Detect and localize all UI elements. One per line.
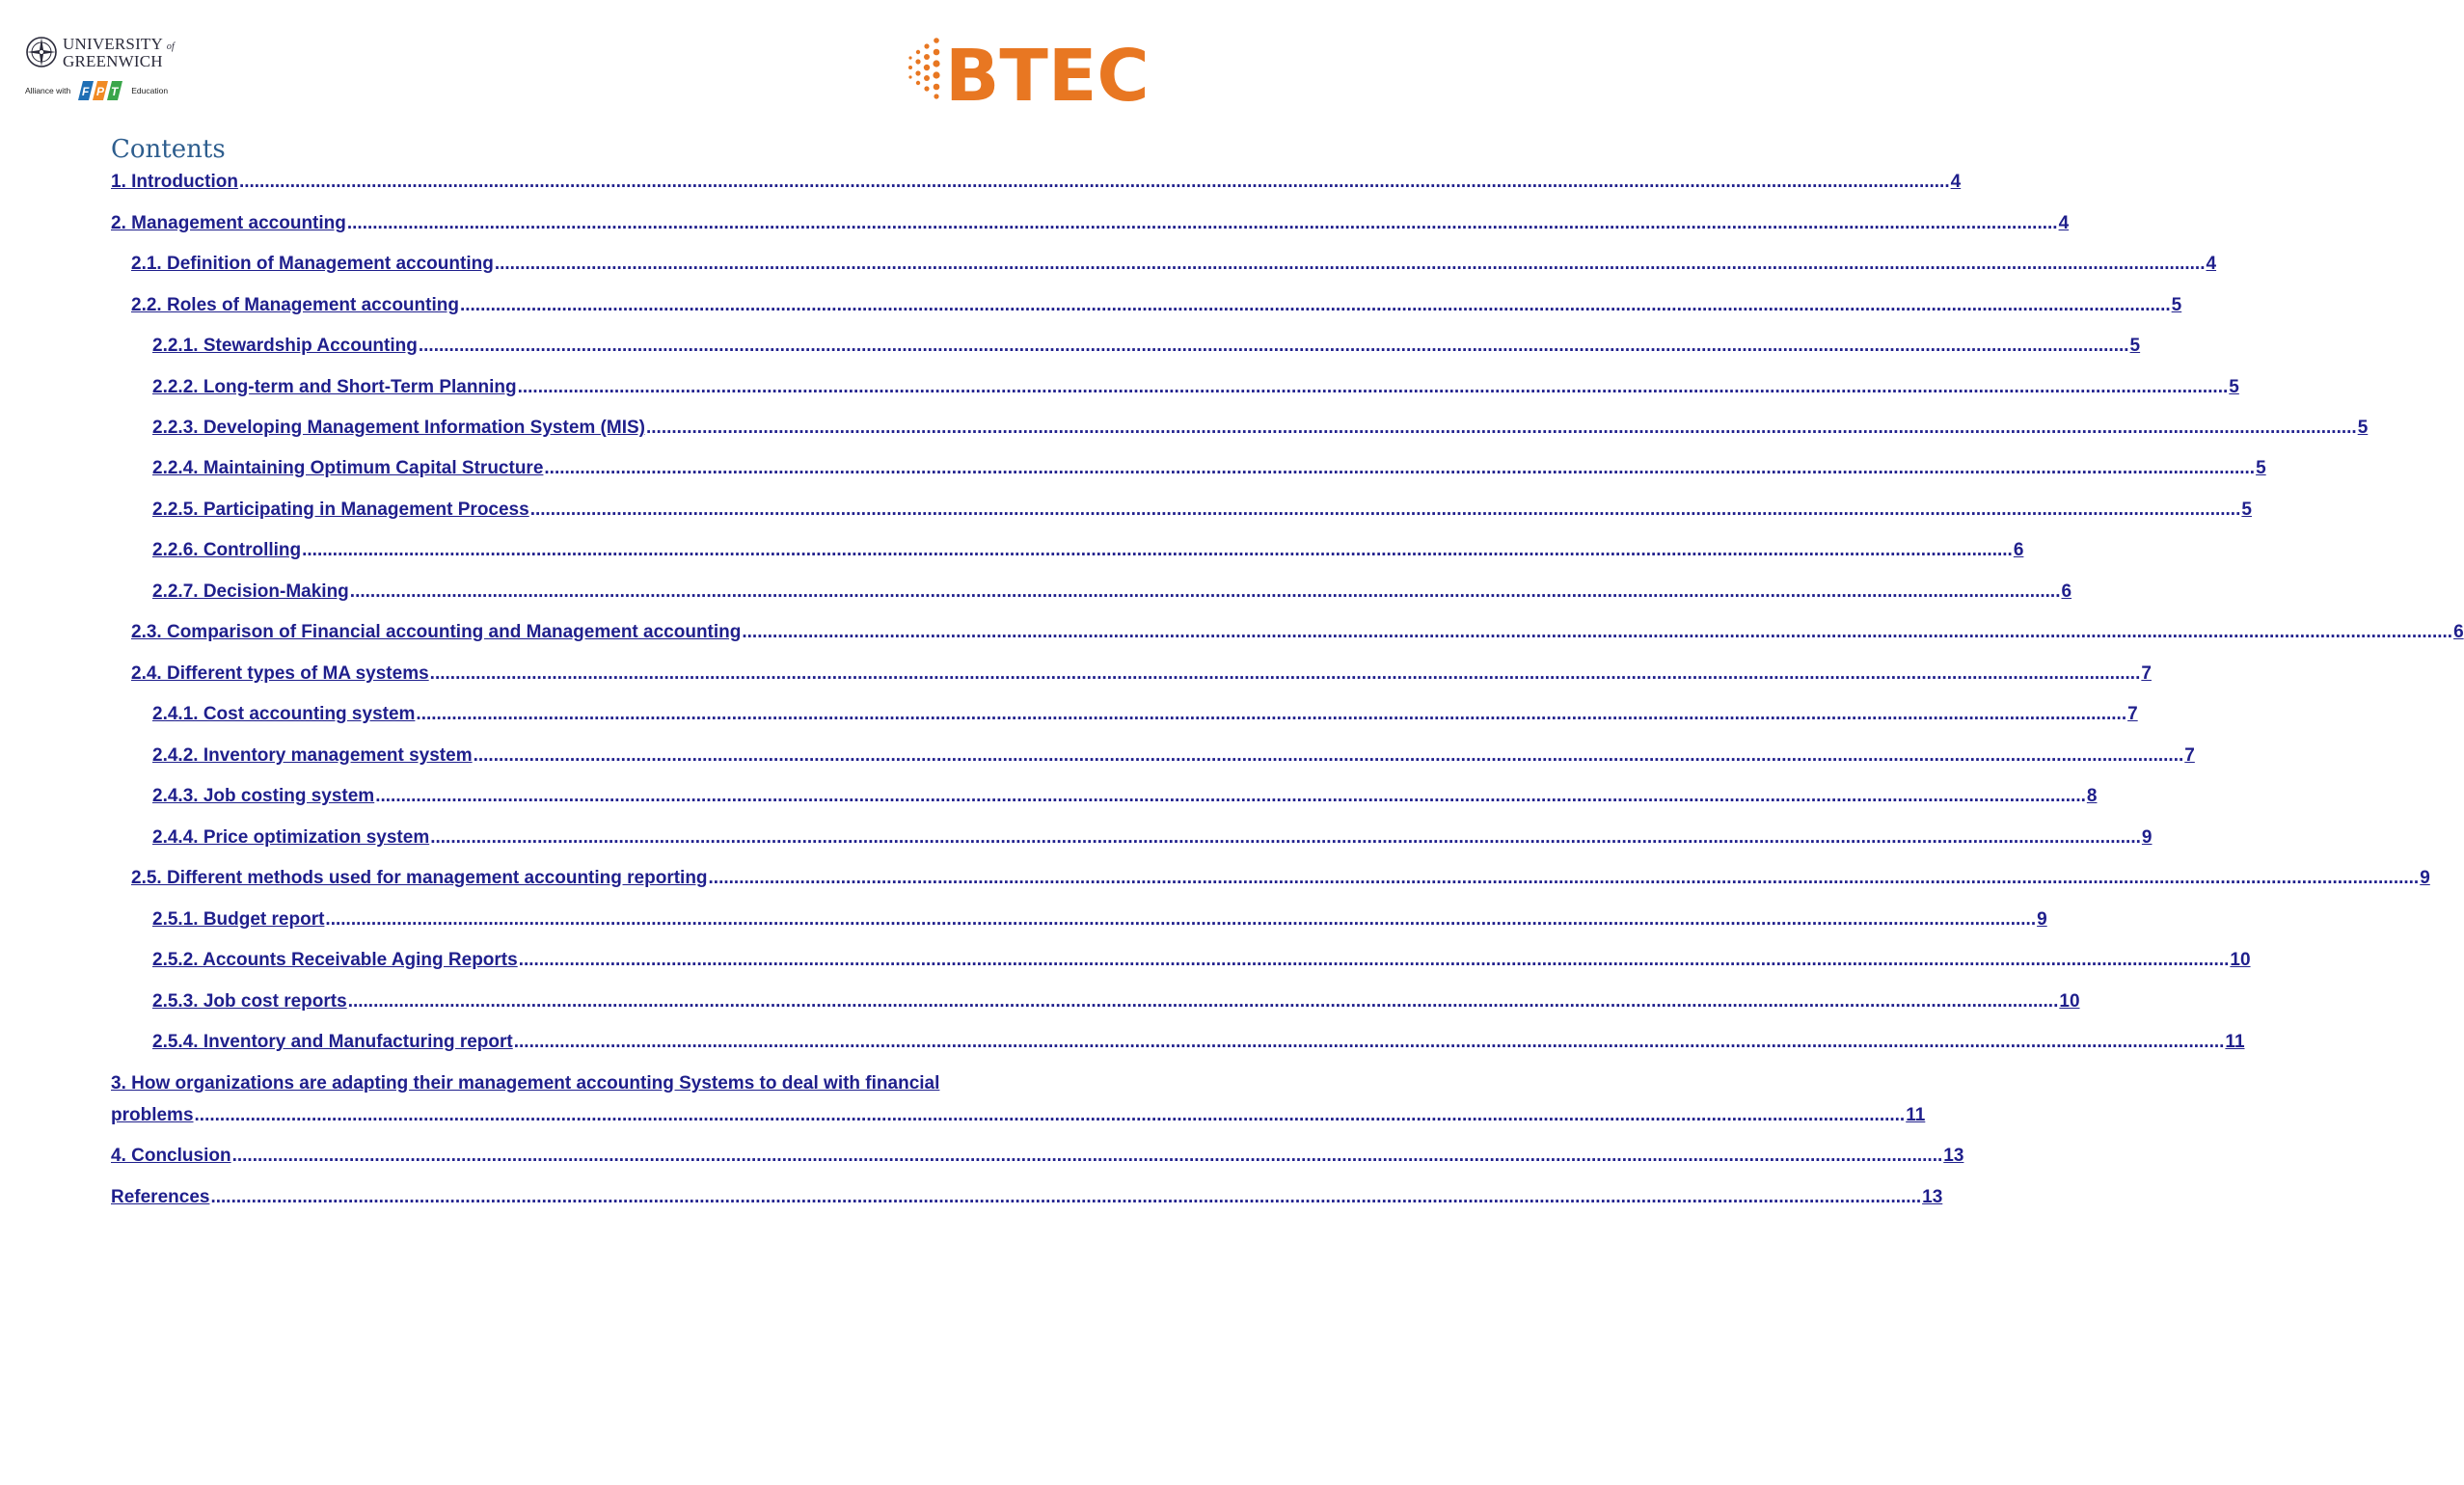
toc-entry-title[interactable]: 2. Management accounting	[111, 213, 346, 233]
toc-entry-page[interactable]: 10	[2230, 950, 2251, 970]
toc-entry-2-2-1[interactable]	[111, 336, 2141, 364]
toc-entry-page[interactable]: 5	[2357, 418, 2369, 438]
toc-entry-page[interactable]: 7	[2141, 663, 2152, 684]
toc-entry-page[interactable]: 13	[1943, 1146, 1964, 1166]
university-wordmark	[63, 34, 176, 70]
alliance-text: Alliance with	[25, 86, 71, 95]
toc-entry-2-4-1[interactable]	[111, 704, 2138, 733]
toc-entry-page[interactable]: 9	[2420, 868, 2430, 888]
toc-entry-page[interactable]: 5	[2256, 458, 2266, 478]
toc-entry-page[interactable]: 5	[2241, 500, 2252, 520]
toc-entry-2-5-2[interactable]	[111, 950, 2251, 979]
greenwich-emblem-icon	[25, 33, 58, 71]
toc-entry-title[interactable]: 2.2.4. Maintaining Optimum Capital Structure	[152, 458, 544, 478]
toc-entry-title[interactable]: 2.5. Different methods used for management accounting reporting	[131, 868, 708, 888]
toc-entry-2-2-4[interactable]	[111, 458, 2266, 487]
toc-entry-2-2-3[interactable]	[111, 418, 2369, 446]
toc-entry-2-2[interactable]	[111, 295, 2182, 324]
education-text: Education	[131, 86, 169, 95]
university-logo	[25, 33, 179, 110]
toc-entry-2-2-7[interactable]	[111, 581, 2072, 610]
university-of: of	[166, 40, 176, 52]
toc-entry-page[interactable]: 7	[2127, 704, 2138, 724]
toc-entry-title-line1[interactable]: 3. How organizations are adapting their management accounting Systems to deal with financial	[111, 1073, 940, 1094]
university-line1: UNIVERSITY	[63, 34, 163, 53]
toc-entry-2-2-2[interactable]	[111, 377, 2239, 406]
toc-entry-title[interactable]: 2.2.1. Stewardship Accounting	[152, 336, 418, 356]
toc-entry-page[interactable]: 13	[1922, 1187, 1943, 1207]
toc-entry-2-5-4[interactable]	[111, 1032, 2245, 1061]
university-line2: GREENWICH	[63, 51, 163, 70]
svg-text:F: F	[82, 85, 90, 98]
toc-entry-title[interactable]: 2.3. Comparison of Financial accounting and Management accounting	[131, 622, 742, 642]
toc-entry-page[interactable]: 6	[2061, 581, 2072, 602]
toc-entry-title[interactable]: 2.2.3. Developing Management Information System (MIS)	[152, 418, 645, 438]
svg-text:P: P	[96, 85, 105, 98]
svg-text:T: T	[111, 85, 119, 98]
toc-entry-page[interactable]: 6	[2013, 540, 2024, 560]
toc-entry-title[interactable]: 2.2.5. Participating in Management Process	[152, 500, 529, 520]
toc-entry-title[interactable]: 2.4.3. Job costing system	[152, 786, 375, 806]
toc-entry-title-line2[interactable]: problems	[111, 1105, 194, 1125]
toc-entry-2-4[interactable]	[111, 663, 2152, 692]
btec-wordmark: BTEC	[945, 35, 1150, 118]
toc-entry-title[interactable]: 2.4.2. Inventory management system	[152, 745, 473, 766]
toc-entry-management-accounting[interactable]	[111, 213, 2070, 242]
toc-entry-title[interactable]: 2.5.2. Accounts Receivable Aging Reports	[152, 950, 518, 970]
toc-entry-page[interactable]: 7	[2184, 745, 2195, 766]
btec-logo	[901, 31, 1150, 118]
toc-entry-2-4-4[interactable]	[111, 827, 2153, 856]
toc-entry-page[interactable]: 11	[2225, 1032, 2245, 1052]
toc-entry-2-4-2[interactable]	[111, 745, 2195, 774]
toc-entry-page[interactable]: 4	[1950, 172, 1962, 192]
toc-entry-3-adapting[interactable]	[111, 1073, 1926, 1126]
toc-entry-2-4-3[interactable]	[111, 786, 2098, 815]
toc-entry-page[interactable]: 8	[2086, 786, 2098, 806]
toc-entry-title[interactable]: 2.1. Definition of Management accounting	[131, 254, 494, 274]
toc-heading: Contents	[111, 135, 226, 164]
toc-entry-conclusion[interactable]	[111, 1146, 1964, 1174]
toc-entry-page[interactable]: 4	[2206, 254, 2217, 274]
toc-entry-introduction[interactable]	[111, 172, 1962, 201]
toc-entry-title[interactable]: References	[111, 1187, 210, 1207]
toc-entry-title[interactable]: 2.2.2. Long-term and Short-Term Planning	[152, 377, 517, 397]
toc-entry-page[interactable]: 9	[2037, 909, 2047, 930]
toc-entry-page[interactable]: 10	[2059, 991, 2080, 1012]
toc-entry-title[interactable]: 2.2. Roles of Management accounting	[131, 295, 459, 315]
fpt-logo	[74, 77, 127, 104]
toc-entry-2-5-3[interactable]	[111, 991, 2080, 1020]
toc-entry-title[interactable]: 2.4. Different types of MA systems	[131, 663, 429, 684]
toc-entry-page[interactable]: 5	[2171, 295, 2182, 315]
toc-entry-title[interactable]: 1. Introduction	[111, 172, 238, 192]
toc-entry-page[interactable]: 5	[2129, 336, 2141, 356]
toc-entry-page[interactable]: 4	[2058, 213, 2070, 233]
toc-entry-2-2-5[interactable]	[111, 500, 2252, 528]
toc-entry-2-2-6[interactable]	[111, 540, 2024, 569]
toc-entry-page[interactable]: 6	[2453, 622, 2464, 642]
toc-entry-page[interactable]: 5	[2229, 377, 2239, 397]
toc-entry-title[interactable]: 2.5.4. Inventory and Manufacturing report	[152, 1032, 513, 1052]
toc-entry-2-5[interactable]	[111, 868, 2430, 897]
toc-entry-title[interactable]: 4. Conclusion	[111, 1146, 231, 1166]
toc-entry-title[interactable]: 2.5.3. Job cost reports	[152, 991, 347, 1012]
toc-entry-2-3[interactable]	[111, 622, 2464, 651]
toc-entry-references[interactable]	[111, 1187, 1943, 1216]
toc-entry-2-1[interactable]	[111, 254, 2217, 283]
toc-entry-title[interactable]: 2.2.6. Controlling	[152, 540, 302, 560]
toc-entry-title[interactable]: 2.2.7. Decision-Making	[152, 581, 349, 602]
toc-entry-2-5-1[interactable]	[111, 909, 2047, 938]
toc-entry-page[interactable]: 11	[1906, 1105, 1926, 1125]
toc-entry-title[interactable]: 2.4.4. Price optimization system	[152, 827, 430, 848]
toc-entry-title[interactable]: 2.5.1. Budget report	[152, 909, 325, 930]
toc-entry-page[interactable]: 9	[2141, 827, 2153, 848]
toc-entry-title[interactable]: 2.4.1. Cost accounting system	[152, 704, 416, 724]
